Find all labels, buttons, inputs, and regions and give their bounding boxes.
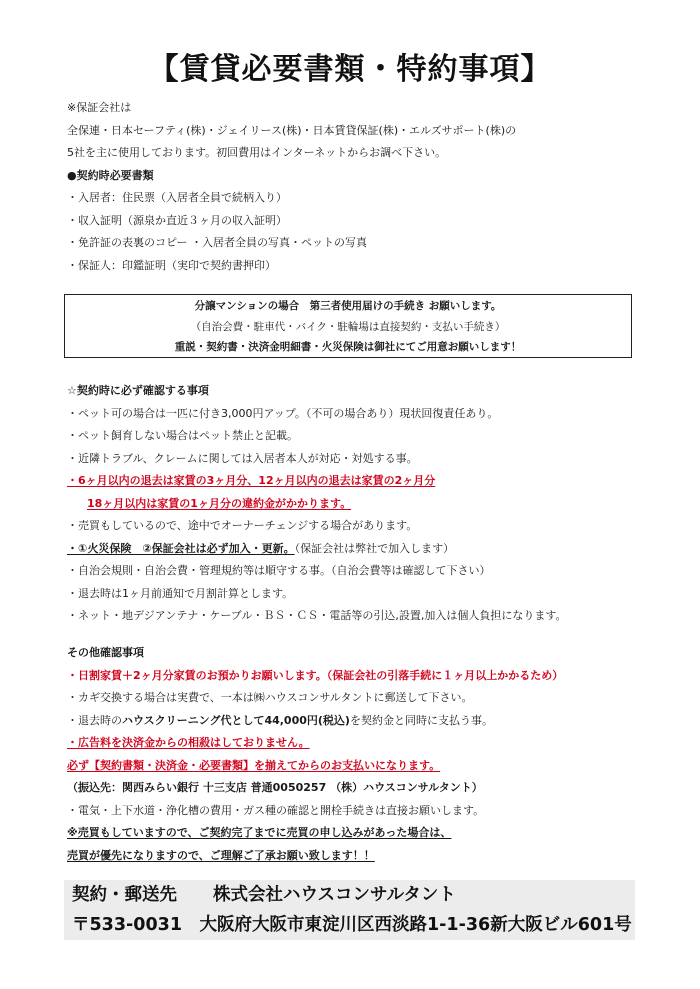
cleaning-fee: ハウスクリーニング代として44,000円(税込) <box>122 713 350 727</box>
payment-notice: 必ず【契約書類・決済金・必要書類】を揃えてからのお支払いになります。 <box>67 758 441 772</box>
confirm-item: ・退去時は1ヶ月前通知で月割計算とします。 <box>67 586 294 600</box>
sale-notice: ※売買もしていますので、ご契約完了までに売買の申し込みがあった場合は、 <box>67 826 452 839</box>
required-docs-heading: ●契約時必要書類 <box>67 168 154 182</box>
other-item: ・電気・上下水道・浄化槽の費用・ガス種の確認と開栓手続きは直接お願いします。 <box>67 803 485 817</box>
confirm-heading: ☆契約時に必ず確認する事項 <box>67 384 209 397</box>
required-docs-item: ・免許証の表裏のコピー ・入居者全員の写真・ペットの写真 <box>67 236 368 249</box>
confirm-item: ・自治会規則・自治会費・管理規約等は順守する事。（自治会費等は確認して下さい） <box>67 564 491 577</box>
notice-line: 重説・契約書・決済金明細書・火災保険は御社にてご用意お願いします！ <box>174 341 522 353</box>
confirm-item: ・近隣トラブル、クレームに関しては入居者本人が対応・対処する事。 <box>67 451 418 465</box>
sale-notice: 売買が優先になりますので、ご理解ご了承お願い致します！！ <box>67 848 375 862</box>
notice-box <box>64 294 632 358</box>
footer-company-line <box>72 880 627 910</box>
confirm-item: ・売買もしているので、途中でオーナーチェンジする場合があります。 <box>67 519 418 532</box>
cleaning-post: を契約金と同時に支払う事。 <box>349 713 493 727</box>
deposit-notice: ・日割家賃＋2ヶ月分家賃のお預かりお願いします。（保証会社の引落手続に１ヶ月以上かかるため） <box>67 668 564 682</box>
contact-footer <box>64 880 635 940</box>
confirm-item-insurance <box>67 538 667 561</box>
insurance-note: （保証会社は弊社で加入します） <box>294 541 455 555</box>
footer-company: 株式会社ハウスコンサルタント <box>213 885 456 905</box>
required-docs-item: ・収入証明（源泉か直近３ヶ月の収入証明） <box>67 213 287 227</box>
insurance-required: ・①火災保険 ②保証会社は必ず加入・更新。 <box>67 541 295 555</box>
notice-line: （自治会費・駐車代・バイク・駐輪場は直接契約・支払い手続き） <box>190 320 506 333</box>
bank-transfer-info: （振込先：関西みらい銀行 十三支店 普通0050257 （株）ハウスコンサルタント） <box>67 781 483 794</box>
other-item-cleaning <box>67 710 667 733</box>
ad-fee-notice: ・広告料を決済金からの相殺はしておりません。 <box>67 736 310 749</box>
penalty-notice: ・6ヶ月以内の退去は家賃の3ヶ月分、12ヶ月以内の退去は家賃の2ヶ月分 <box>67 474 436 487</box>
confirm-item: ・ネット・地デジアンテナ・ケーブル・ＢＳ・ＣＳ・電話等の引込,設置,加入は個人負担になります。 <box>67 609 567 622</box>
confirm-item: ・ペット飼育しない場合はペット禁止と記載。 <box>67 429 298 442</box>
required-docs-item: ・入居者：住民票（入居者全員で続柄入り） <box>67 191 287 204</box>
footer-address: 〒533-0031 大阪府大阪市東淀川区西淡路1-1-36新大阪ビル601号 <box>72 915 632 935</box>
confirm-section <box>67 380 667 628</box>
other-item: ・カギ交換する場合は実費で、一本は㈱ハウスコンサルタントに郵送して下さい。 <box>67 691 473 704</box>
other-heading: その他確認事項 <box>67 646 144 659</box>
other-section <box>67 642 667 867</box>
notice-line: 分譲マンションの場合 第三者使用届けの手続き お願いします。 <box>194 300 502 312</box>
penalty-notice: 18ヶ月以内は家賃の1ヶ月分の違約金がかかります。 <box>87 496 352 510</box>
page-title: 【賃貸必要書類・特約事項】 <box>148 52 552 87</box>
guarantee-line: 5社を主に使用しております。初回費用はインターネットからお調べ下さい。 <box>67 146 447 159</box>
required-docs-item: ・保証人：印鑑証明（実印で契約書押印） <box>67 258 276 272</box>
cleaning-pre: ・退去時の <box>67 713 122 727</box>
guarantee-heading: ※保証会社は <box>67 101 132 114</box>
guarantee-section <box>67 97 667 277</box>
confirm-item: ・ペット可の場合は一匹に付き3,000円アップ。（不可の場合あり）現状回復責任あり。 <box>67 406 499 420</box>
guarantee-line: 全保連・日本セーフティ(株)・ジェイリース(株)・日本賃貸保証(株)・エルズサポート(株)の <box>67 123 517 137</box>
footer-label: 契約・郵送先 <box>72 885 177 905</box>
